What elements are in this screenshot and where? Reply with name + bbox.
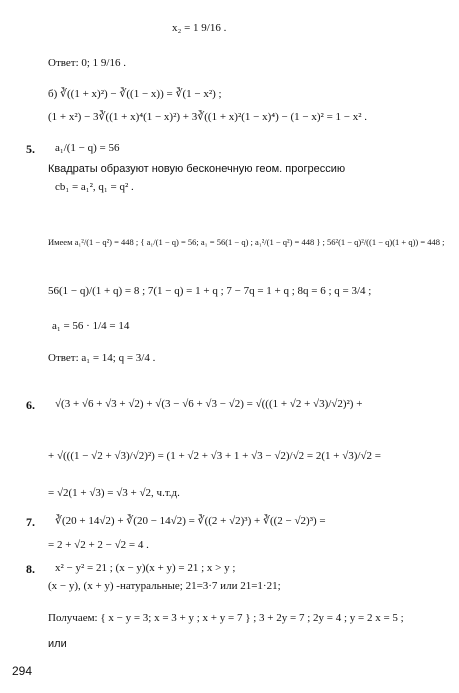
- line-radical-simplify: + √(((1 − √2 + √3)/√2)²) = (1 + √2 + √3 + 1 + √3 − √2)/√2 = 2(1 + √3)/√2 =: [48, 450, 381, 462]
- line-system-solution: Получаем: { x − y = 3; x = 3 + y ; x + y = 7 } ; 3 + 2y = 7 ; 2y = 4 ; y = 2 x = 5 ;: [48, 612, 404, 624]
- line-new-series-terms: cb₁ = a₁², q₁ = q² .: [55, 181, 134, 193]
- line-radical-result: = √2(1 + √3) = √3 + √2, ч.т.д.: [48, 487, 180, 499]
- line-radical-sum: √(3 + √6 + √3 + √2) + √(3 − √6 + √3 − √2) = √(((1 + √2 + √3)/√2)²) +: [55, 398, 363, 410]
- line-natural-factors: (x − y), (x + y) -натуральные; 21=3·7 или 21=1·21;: [48, 580, 281, 592]
- line-x2-result: x₂ = 1 9/16 .: [172, 22, 227, 34]
- line-answer-a: Ответ: 0; 1 9/16 .: [48, 57, 126, 69]
- line-cube-roots: ∛(20 + 14√2) + ∛(20 − 14√2) = ∛((2 + √2)³) + ∛((2 − √2)³) =: [55, 515, 326, 527]
- problem-number-6: 6.: [26, 398, 35, 412]
- line-part-b-equation: б) ∛((1 + x)²) − ∛((1 − x)) = ∛(1 − x²) ;: [48, 88, 222, 100]
- line-answer-5: Ответ: a₁ = 14; q = 3/4 .: [48, 352, 156, 364]
- line-or: или: [48, 638, 67, 650]
- line-solve-q: 56(1 − q)/(1 + q) = 8 ; 7(1 − q) = 1 + q ; 7 − 7q = 1 + q ; 8q = 6 ; q = 3/4 ;: [48, 285, 372, 297]
- problem-number-8: 8.: [26, 562, 35, 576]
- line-cube-roots-result: = 2 + √2 + 2 − √2 = 4 .: [48, 539, 149, 551]
- line-part-b-expansion: (1 + x²) − 3∛((1 + x)⁴(1 − x)²) + 3∛((1 + x)²(1 − x)⁴) − (1 − x)² = 1 − x² .: [48, 111, 368, 123]
- page-number: 294: [12, 664, 33, 678]
- line-difference-squares: x² − y² = 21 ; (x − y)(x + y) = 21 ; x > y ;: [55, 562, 236, 574]
- line-squares-statement: Квадраты образуют новую бесконечную геом. прогрессию: [48, 163, 346, 175]
- line-system-setup: Имеем a₁²/(1 − q²) = 448 ; { a₁/(1 − q) = 56; a₁ = 56(1 − q) ; a₁²/(1 − q²) = 448 } ; 56²(1 − q)²/((1 − q)(1 + q)) = 448 ;: [48, 237, 445, 247]
- line-first-term: a₁ = 56 · 1/4 = 14: [52, 320, 130, 332]
- problem-number-5: 5.: [26, 142, 35, 156]
- problem-number-7: 7.: [26, 515, 35, 529]
- line-series-sum: a₁/(1 − q) = 56: [55, 142, 120, 154]
